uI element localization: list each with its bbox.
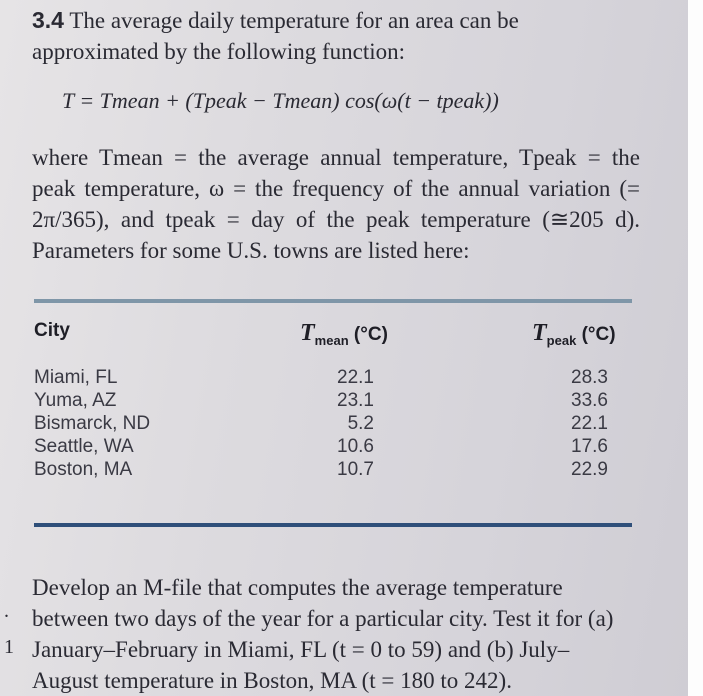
header-tpeak	[532, 320, 616, 348]
table-cell-tpeak: 22.1	[571, 413, 608, 434]
table-bottom-rule	[34, 523, 632, 527]
table-top-rule	[34, 299, 632, 303]
task-text: Develop an M-file that computes the average temperature between two days of the year for a particular city. Test it for (a) January–February in Miami, FL (t = 0 to 59) and (b) July–August temperature in Boston, MA (t = 180 to 242).	[32, 575, 614, 693]
header-city-label: City	[34, 320, 70, 341]
tpeak-subscript: peak	[546, 332, 577, 348]
table-cell-tpeak: 22.9	[571, 459, 608, 480]
city-column	[34, 366, 150, 481]
table-row-city: Boston, MA	[34, 459, 133, 480]
definitions-text: where Tmean = the average annual temperature, Tpeak = the peak temperature, ω = the frequency of the annual variation (= 2π/365), and tpeak = day of the peak temperature (≅205 d). Parameters for some U.S. towns are listed here:	[32, 145, 640, 263]
tpeak-column	[540, 366, 608, 481]
table-cell-tmean: 10.6	[337, 436, 374, 457]
header-tmean	[300, 320, 388, 348]
table-cell-tmean: 10.7	[337, 459, 374, 480]
margin-mark: 1	[4, 636, 14, 658]
tmean-subscript: mean	[314, 332, 349, 348]
tmean-column	[306, 366, 374, 481]
table-cell-tpeak: 28.3	[571, 367, 608, 388]
header-city	[34, 320, 70, 342]
problem-number: 3.4	[32, 7, 64, 33]
tpeak-symbol: T	[532, 320, 547, 346]
tpeak-unit: (°C)	[581, 324, 616, 345]
definitions-paragraph	[32, 142, 640, 266]
page-edge	[688, 0, 703, 696]
table-cell-tmean: 5.2	[347, 413, 374, 434]
equation-text: T = Tmean + (Tpeak − Tmean) cos(ω(t − tpeak))	[62, 88, 499, 113]
table-row-city: Miami, FL	[34, 367, 118, 388]
table-cell-tmean: 23.1	[337, 390, 374, 411]
table-cell-tmean: 22.1	[337, 367, 374, 388]
margin-mark: .	[4, 600, 9, 622]
problem-intro-text: The average daily temperature for an area can be approximated by the following function:	[32, 8, 519, 64]
tmean-unit: (°C)	[353, 324, 388, 345]
task-paragraph	[32, 572, 634, 696]
table-cell-tpeak: 33.6	[571, 390, 608, 411]
table-row-city: Bismarck, ND	[34, 413, 151, 434]
temperature-equation	[62, 88, 499, 114]
table-row-city: Yuma, AZ	[34, 390, 117, 411]
problem-intro	[32, 5, 642, 67]
table-row-city: Seattle, WA	[34, 436, 134, 457]
tmean-symbol: T	[300, 320, 315, 346]
table-cell-tpeak: 17.6	[571, 436, 608, 457]
